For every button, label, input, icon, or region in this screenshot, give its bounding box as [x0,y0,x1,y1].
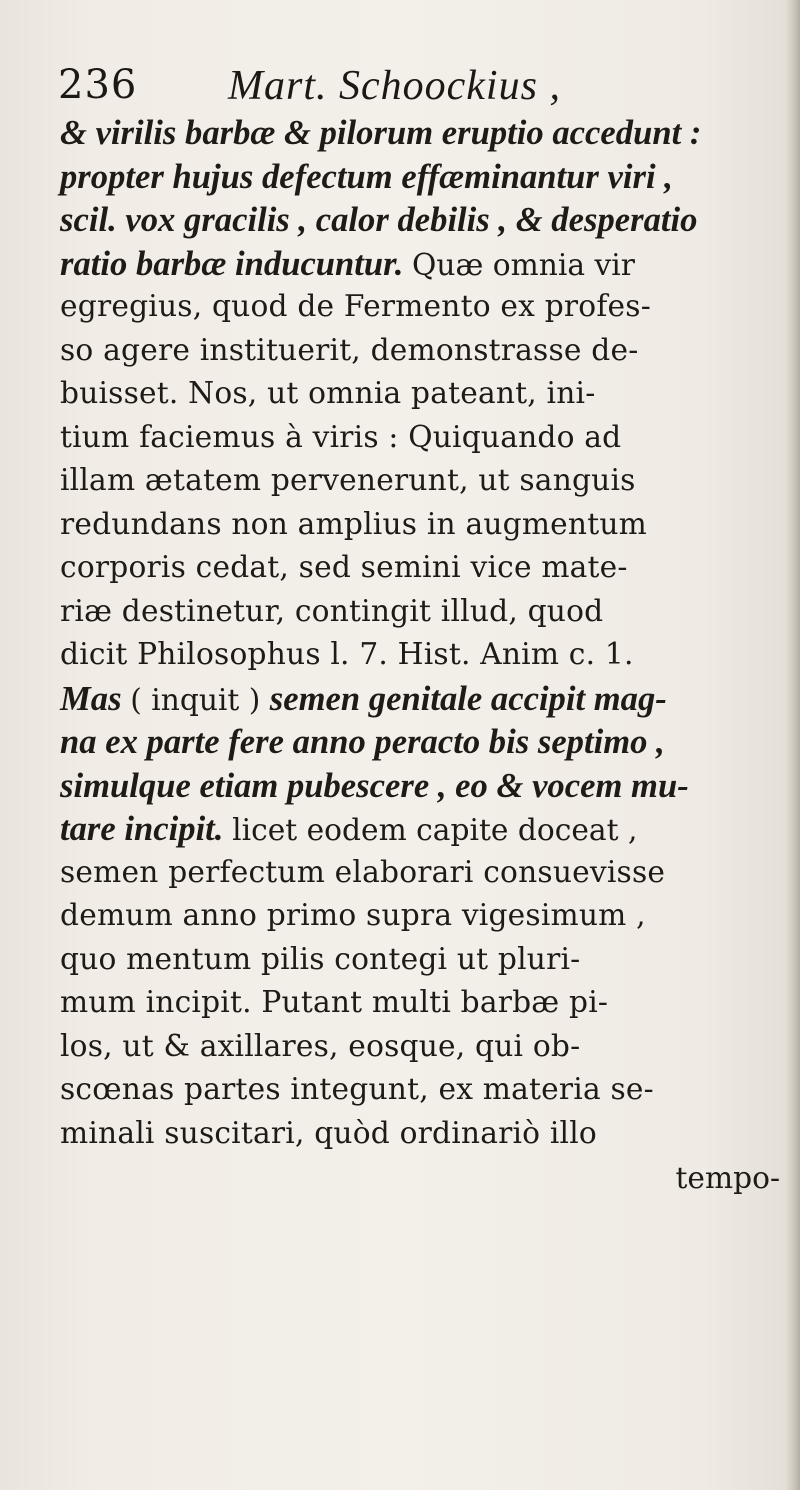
italic-segment: semen genitale accipit mag- [269,678,667,718]
text-line: quo mentum pilis contegi ut pluri- [60,941,581,977]
text-line: mum incipit. Putant multi barbæ pi- [60,985,609,1020]
italic-segment: tare incipit. [60,809,233,848]
page-number: 236 [58,62,138,108]
text-line: propter hujus defectum effæminantur viri , [60,156,673,196]
text-line: semen perfectum elaborari consuevisse [60,854,666,890]
running-head: Mart. Schoockius , [228,63,561,109]
italic-segment: ratio barbæ inducuntur. [60,243,413,283]
text-line [60,807,782,851]
catchword: tempo- [675,1161,780,1196]
text-line: scœnas partes integunt, ex materia se- [60,1072,654,1107]
text-line [60,677,782,721]
roman-segment: ( inquit ) [130,682,270,718]
roman-segment: licet eodem capite doceat , [232,813,638,848]
body-text [60,111,790,1199]
italic-segment: Mas [60,678,131,718]
text-line: & virilis barbæ & pilorum eruptio accedunt : [60,113,702,152]
text-line [60,242,782,286]
text-line: simulque etiam pubescere , eo & vocem mu- [60,765,689,805]
text-line: scil. vox gracilis , calor debilis , & desperatio [60,200,698,239]
text-line: tium faciemus à viris : Quiquando ad [60,419,622,455]
text-line: minali suscitari, quòd ordinariò illo [60,1115,597,1151]
catchword-line [60,1155,782,1199]
text-line: demum anno primo supra vigesimum , [60,898,646,933]
text-line: na ex parte fere anno peracto bis septimo , [60,722,665,761]
text-line: los, ut & axillares, eosque, qui ob- [60,1028,581,1064]
text-line: buisset. Nos, ut omnia pateant, ini- [60,376,596,411]
text-line: so agere instituerit, demonstrasse de- [60,332,639,368]
roman-segment: Quæ omnia vir [412,247,635,283]
text-line: riæ destinetur, contingit illud, quod [60,593,604,629]
page-header [58,62,778,118]
text-line: dicit Philosophus l. 7. Hist. Anim c. 1. [60,637,634,672]
text-line: corporis cedat, sed semini vice mate- [60,550,628,585]
text-line: redundans non amplius in augmentum [60,506,647,542]
text-line: egregius, quod de Fermento ex profes- [60,289,651,324]
text-line: illam ætatem pervenerunt, ut sanguis [60,463,636,498]
